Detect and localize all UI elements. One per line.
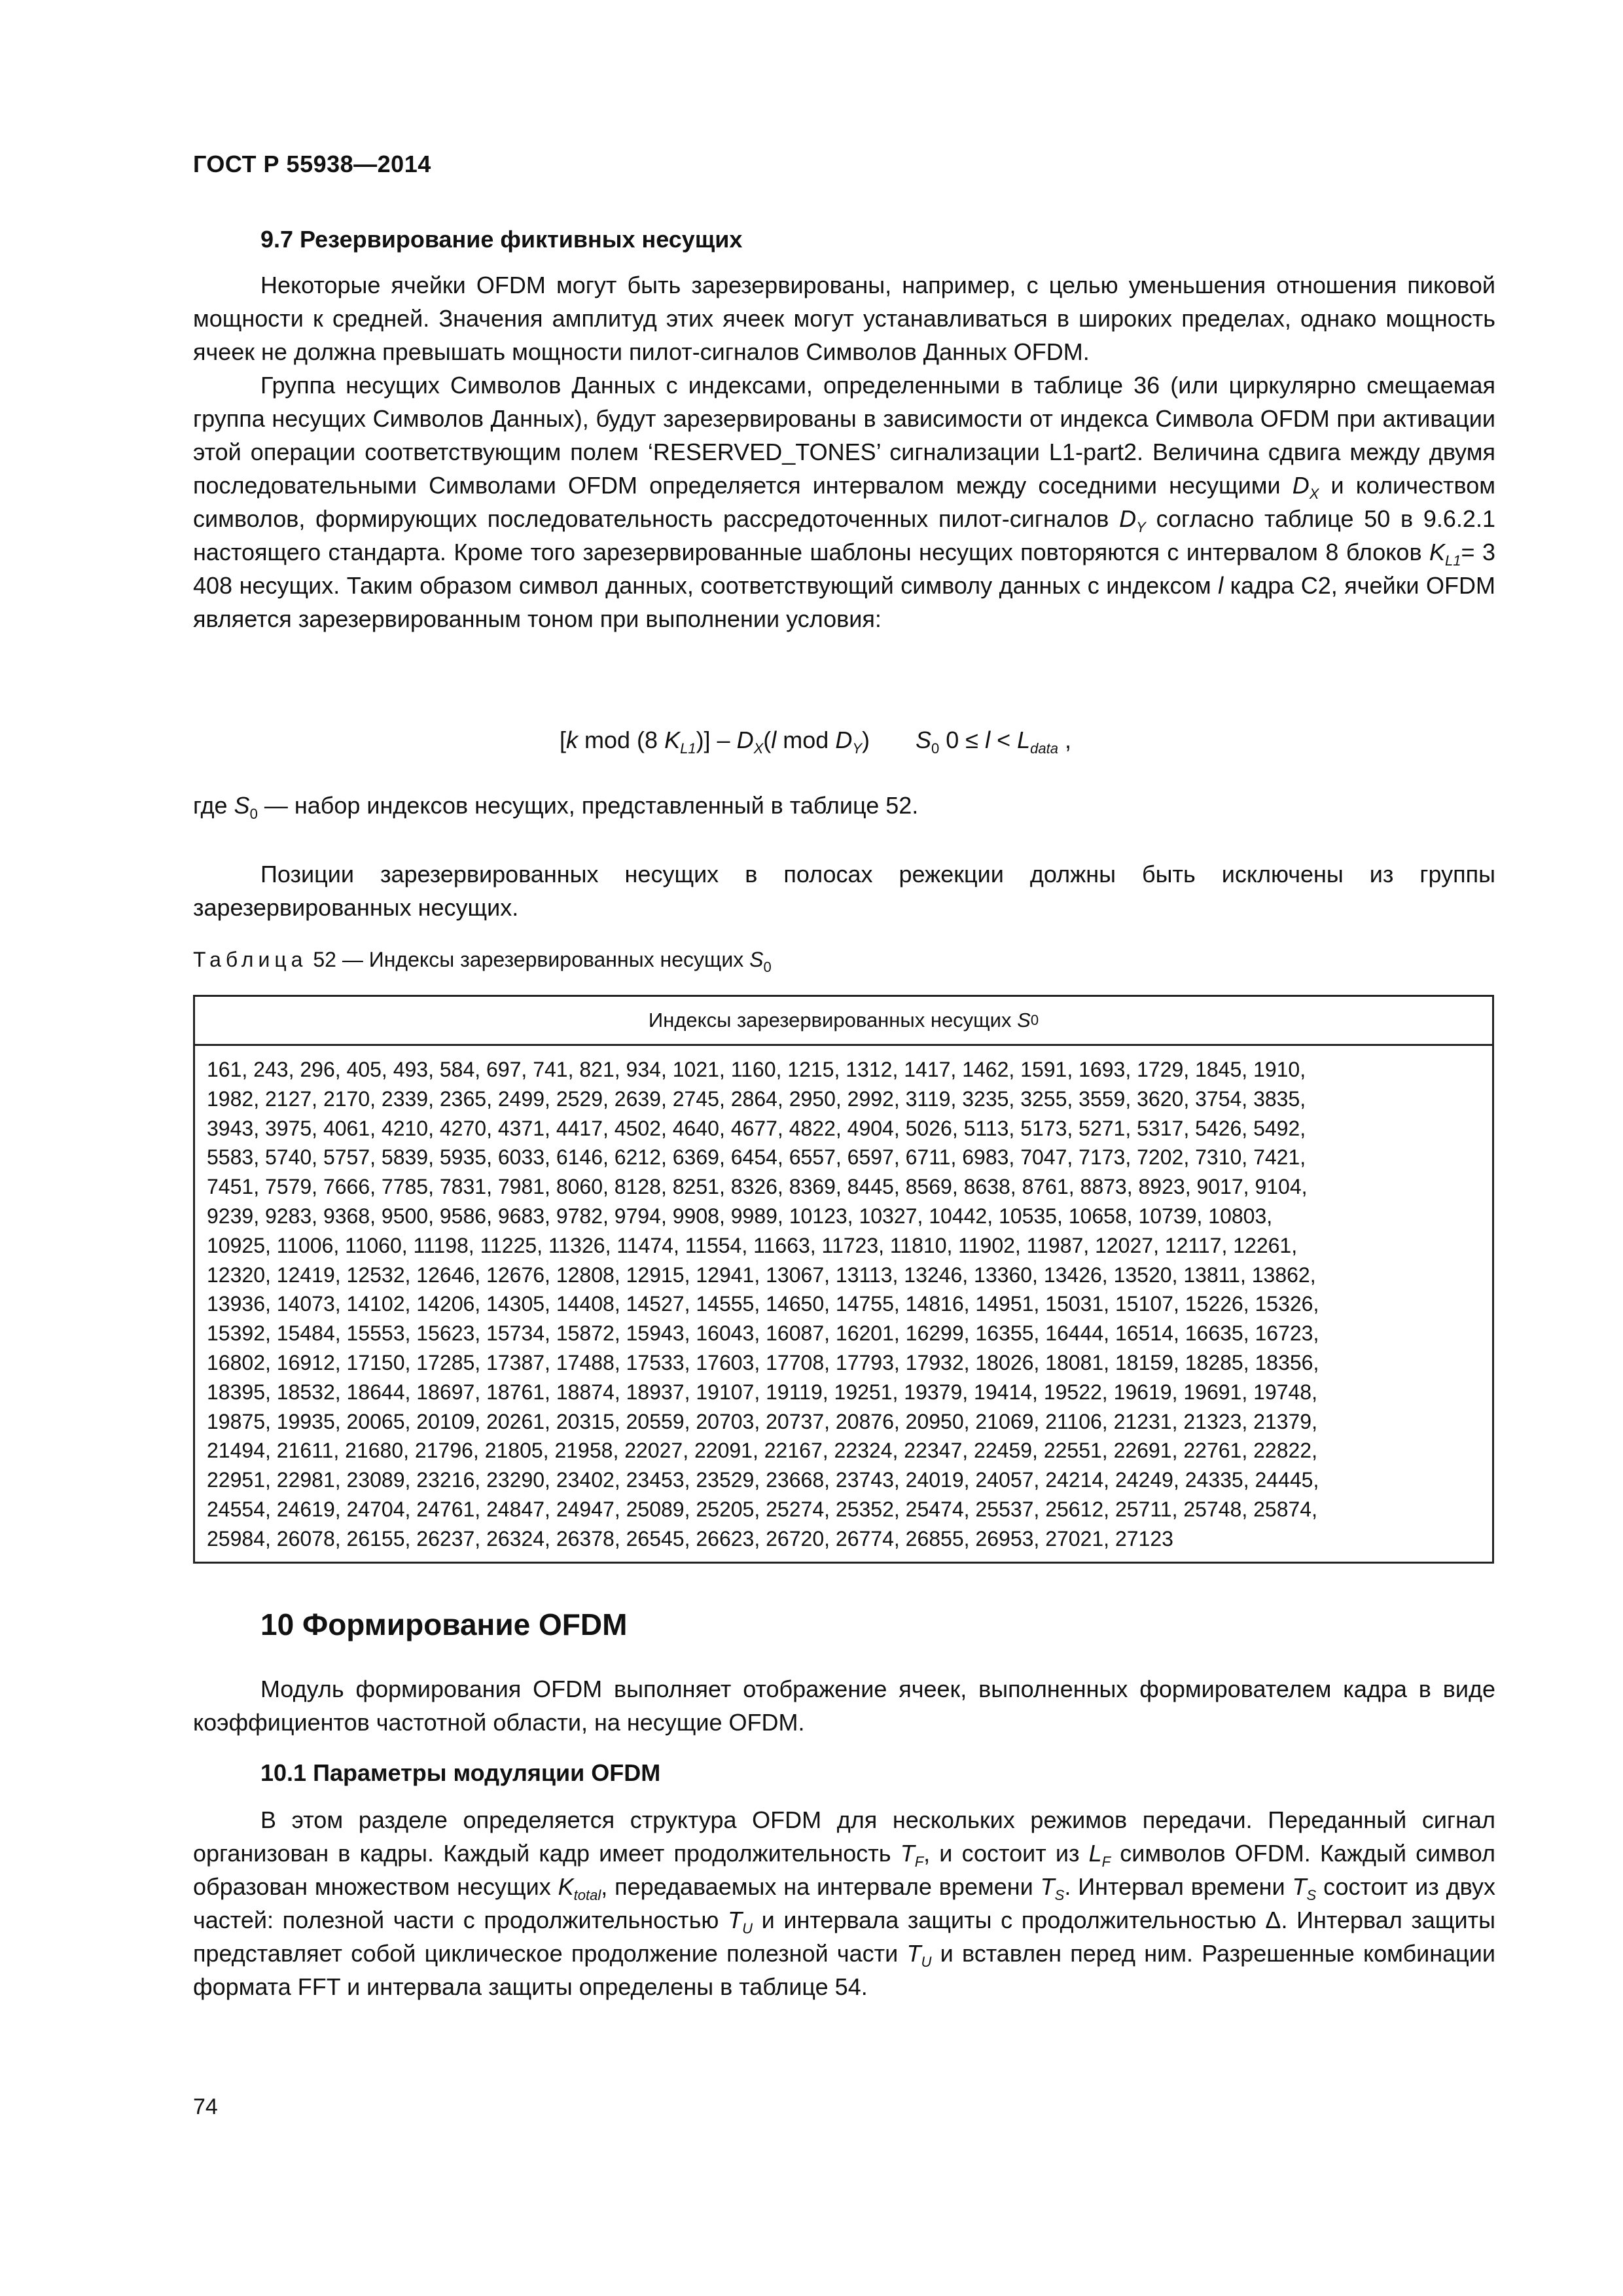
table-row: 15392, 15484, 15553, 15623, 15734, 15872, 15943, 16043, 16087, 16201, 16299, 16355, 16444, 16514, 16635, 16723,: [207, 1321, 1319, 1346]
section-10-body: [193, 1672, 1495, 1739]
paragraph: Позиции зарезервированных несущих в полосах режекции должны быть исключены из группы зарезервированных несущих.: [193, 861, 1495, 921]
table-row: 21494, 21611, 21680, 21796, 21805, 21958, 22027, 22091, 22167, 22324, 22347, 22459, 22551, 22691, 22761, 22822,: [207, 1439, 1317, 1463]
table-row: 3943, 3975, 4061, 4210, 4270, 4371, 4417, 4502, 4640, 4677, 4822, 4904, 5026, 5113, 5173, 5271, 5317, 5426, 5492,: [207, 1116, 1306, 1140]
section-10-1-body: [193, 1803, 1495, 2003]
table-row: 25984, 26078, 26155, 26237, 26324, 26378, 26545, 26623, 26720, 26774, 26855, 26953, 27021, 27123: [207, 1526, 1173, 1551]
table-row: 1982, 2127, 2170, 2339, 2365, 2499, 2529, 2639, 2745, 2864, 2950, 2992, 3119, 3235, 3255, 3559, 3620, 3754, 3835,: [207, 1086, 1306, 1111]
notch-paragraph: [193, 857, 1495, 924]
document-header: ГОСТ Р 55938—2014: [193, 151, 431, 177]
table-row: 12320, 12419, 12532, 12646, 12676, 12808, 12915, 12941, 13067, 13113, 13246, 13360, 13426, 13520, 13811, 13862,: [207, 1263, 1316, 1287]
table-body: [195, 1046, 1492, 1562]
formula-explanation: [193, 789, 1495, 822]
paragraph: Группа несущих Символов Данных с индексами, определенными в таблице 36 (или циркулярно смещаемая группа несущих Символов Данных), будут зарезервированы в зависимости от индекса Символа OFDM при активации этой операции соответствующим полем ‘RESERVED_TONES’ сигнализации L1-part2. Величина сдвига между двумя последовательными Символами OFDM определяется интервалом между соседними несущими $D_X$ и количеством символов, формирующих последовательность рассредоточенных пилот-сигналов $D_Y$ согласно таблице 50 в 9.6.2.1 настоящего стандарта. Кроме того зарезервированные шаблоны несущих повторяются с интервалом 8 блоков $K_{L1}= 3$ 408 несущих. Таким образом символ данных, соответствующий символу данных с индексом l кадра C2, ячейки OFDM является зарезервированным тоном при выполнении условия:: [193, 372, 1496, 632]
section-10-1-title: 10.1 Параметры модуляции OFDM: [260, 1759, 661, 1786]
reserved-tone-formula: [k mod (8 $K_{L1})] - D_X(l$ mod $D_Y$) $S_0$ $0 \le l < L_{data}$ ,: [560, 726, 1071, 757]
table-row: 10925, 11006, 11060, 11198, 11225, 11326, 11474, 11554, 11663, 11723, 11810, 11902, 11987, 12027, 12117, 12261,: [207, 1233, 1298, 1257]
table-row: 16802, 16912, 17150, 17285, 17387, 17488, 17533, 17603, 17708, 17793, 17932, 18026, 18081, 18159, 18285, 18356,: [207, 1350, 1319, 1374]
table-header: Индексы зарезервированных несущих S 0: [195, 997, 1492, 1046]
table-52: [193, 995, 1494, 1564]
section-10-title: 10 Формирование OFDM: [260, 1607, 628, 1641]
table-row: 13936, 14073, 14102, 14206, 14305, 14408, 14527, 14555, 14650, 14755, 14816, 14951, 15031, 15107, 15226, 15326,: [207, 1292, 1319, 1316]
table-row: 5583, 5740, 5757, 5839, 5935, 6033, 6146, 6212, 6369, 6454, 6557, 6597, 6711, 6983, 7047, 7173, 7202, 7310, 7421,: [207, 1145, 1306, 1170]
section-9-7-body: [193, 268, 1495, 636]
paragraph: Модуль формирования OFDM выполняет отображение ячеек, выполненных формирователем кадра в виде коэффициентов частотной области, на несущие OFDM.: [193, 1676, 1495, 1736]
table-row: 19875, 19935, 20065, 20109, 20261, 20315, 20559, 20703, 20737, 20876, 20950, 21069, 21106, 21231, 21323, 21379,: [207, 1409, 1317, 1433]
table-row: 18395, 18532, 18644, 18697, 18761, 18874, 18937, 19107, 19119, 19251, 19379, 19414, 19522, 19619, 19691, 19748,: [207, 1380, 1317, 1404]
table-52-caption: Таблица 52 — Индексы зарезервированных несущих $S_0$: [193, 948, 772, 975]
table-row: 9239, 9283, 9368, 9500, 9586, 9683, 9782, 9794, 9908, 9989, 10123, 10327, 10442, 10535, 10658, 10739, 10803,: [207, 1204, 1273, 1228]
table-row: 24554, 24619, 24704, 24761, 24847, 24947, 25089, 25205, 25274, 25352, 25474, 25537, 25612, 25711, 25748, 25874,: [207, 1497, 1317, 1521]
table-row: 22951, 22981, 23089, 23216, 23290, 23402, 23453, 23529, 23668, 23743, 24019, 24057, 24214, 24249, 24335, 24445,: [207, 1468, 1319, 1492]
paragraph: В этом разделе определяется структура OFDM для нескольких режимов передачи. Переданный сигнал организован в кадры. Каждый кадр имеет продолжительность $T_F$, и состоит из $L_F$ символов OFDM. Каждый символ образован множеством несущих $K_{total}$, передаваемых на интервале времени $T_S$. Интервал времени $T_S$ состоит из двух частей: полезной части с продолжительностью $T_U$ и интервала защиты с продолжительностью Δ. Интервал защиты представляет собой циклическое продолжение полезной части $T_U$ и вставлен перед ним. Разрешенные комбинации формата FFT и интервала защиты определены в таблице 54.: [193, 1806, 1495, 2000]
table-row: 161, 243, 296, 405, 493, 584, 697, 741, 821, 934, 1021, 1160, 1215, 1312, 1417, 1462, 1591, 1693, 1729, 1845, 1910,: [207, 1058, 1306, 1081]
table-row: 7451, 7579, 7666, 7785, 7831, 7981, 8060, 8128, 8251, 8326, 8369, 8445, 8569, 8638, 8761, 8873, 8923, 9017, 9104,: [207, 1175, 1308, 1199]
page-number: 74: [193, 2094, 218, 2119]
section-9-7-title: 9.7 Резервирование фиктивных несущих: [260, 226, 743, 253]
paragraph: где $S_0$ — набор индексов несущих, представленный в таблице 52.: [193, 792, 919, 822]
paragraph: Некоторые ячейки OFDM могут быть зарезервированы, например, с целью уменьшения отношения пиковой мощности к средней. Значения амплитуд этих ячеек могут устанавливаться в широких пределах, однако мощность ячеек не должна превышать мощности пилот-сигналов Символов Данных OFDM.: [193, 272, 1495, 365]
